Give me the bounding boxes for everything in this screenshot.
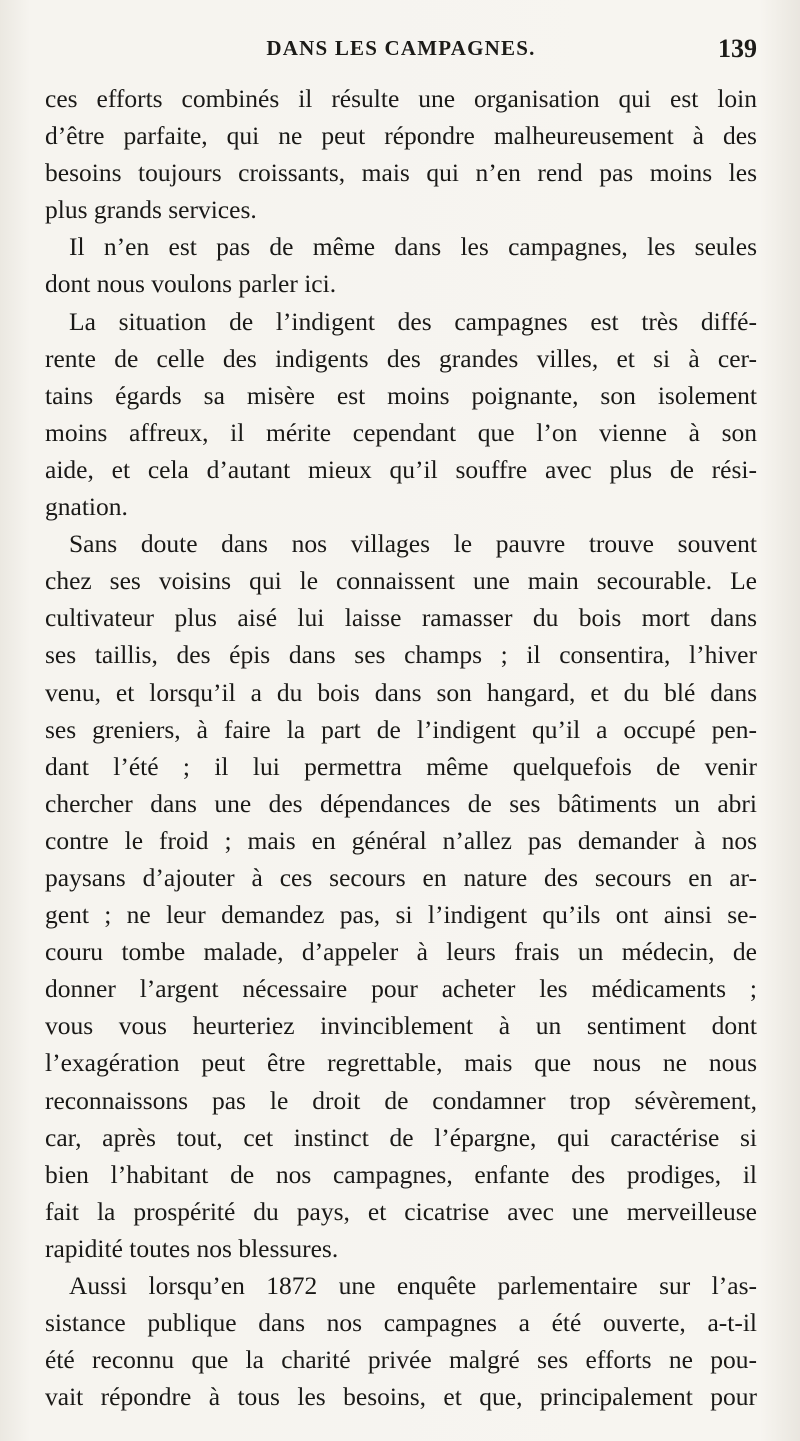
paragraph-3 xyxy=(45,303,757,526)
text-line: rente de celle des indigents des grandes villes, et si à cer- xyxy=(45,343,757,373)
text-line: aide, et cela d’autant mieux qu’il souffre avec plus de rési- xyxy=(45,454,757,484)
text-line: Il n’en est pas de même dans les campagnes, les seules xyxy=(69,232,757,262)
text-line: chez ses voisins qui le connaissent une main secourable. Le xyxy=(45,566,757,596)
text-line: Sans doute dans nos villages le pauvre trouve souvent xyxy=(69,529,757,559)
text-line: été reconnu que la charité privée malgré ses efforts ne pou- xyxy=(45,1345,757,1375)
text-line: sistance publique dans nos campagnes a été ouverte, a-t-il xyxy=(45,1308,757,1338)
text-line: donner l’argent nécessaire pour acheter les médicaments ; xyxy=(45,974,757,1004)
text-line: ses greniers, à faire la part de l’indigent qu’il a occupé pen- xyxy=(45,714,757,744)
paragraph-2 xyxy=(45,228,757,302)
text-line: gnation. xyxy=(45,492,128,522)
text-line: couru tombe malade, d’appeler à leurs frais un médecin, de xyxy=(45,937,757,967)
text-line: rapidité toutes nos blessures. xyxy=(45,1233,339,1263)
text-line: moins affreux, il mérite cependant que l’on vienne à son xyxy=(45,417,757,447)
text-line: car, après tout, cet instinct de l’épargne, qui caractérise si xyxy=(45,1122,757,1152)
text-line: cultivateur plus aisé lui laisse ramasser du bois mort dans xyxy=(45,603,757,633)
page-number: 139 xyxy=(718,34,757,63)
text-line: vait répondre à tous les besoins, et que, principalement pour xyxy=(45,1382,757,1412)
text-line: paysans d’ajouter à ces secours en nature des secours en ar- xyxy=(45,862,757,892)
text-line: besoins toujours croissants, mais qui n’en rend pas moins les xyxy=(45,158,757,188)
text-line: tains égards sa misère est moins poignante, son isolement xyxy=(45,380,757,410)
text-line: reconnaissons pas le droit de condamner trop sévèrement, xyxy=(45,1085,757,1115)
text-line: contre le froid ; mais en général n’allez pas demander à nos xyxy=(45,825,757,855)
text-line: ces efforts combinés il résulte une organisation qui est loin xyxy=(45,84,757,113)
text-line: Aussi lorsqu’en 1872 une enquête parlementaire sur l’as- xyxy=(69,1271,757,1300)
text-line: gent ; ne leur demandez pas, si l’indigent qu’ils ont ainsi se- xyxy=(45,900,757,930)
text-line: chercher dans une des dépendances de ses bâtiments un abri xyxy=(45,788,757,818)
text-line: bien l’habitant de nos campagnes, enfante des prodiges, il xyxy=(45,1159,757,1189)
paragraph-5 xyxy=(45,1267,757,1415)
text-line: fait la prospérité du pays, et cicatrise avec une merveilleuse xyxy=(45,1196,757,1226)
text-line: dant l’été ; il lui permettra même quelquefois de venir xyxy=(45,751,757,781)
text-line: vous vous heurteriez invinciblement à un sentiment dont xyxy=(45,1011,757,1041)
paragraph-1 xyxy=(45,80,757,228)
page-header xyxy=(45,34,757,74)
paragraph-4 xyxy=(45,525,757,1267)
text-line: ses taillis, des épis dans ses champs ; il consentira, l’hiver xyxy=(45,640,757,670)
text-line: dont nous voulons parler ici. xyxy=(45,269,337,299)
text-line: l’exagération peut être regrettable, mais que nous ne nous xyxy=(45,1048,757,1078)
text-line: d’être parfaite, qui ne peut répondre malheureusement à des xyxy=(45,121,757,151)
text-line: plus grands services. xyxy=(45,195,257,225)
body-text xyxy=(45,80,757,1415)
text-line: La situation de l’indigent des campagnes est très diffé- xyxy=(69,306,757,336)
running-head: DANS LES CAMPAGNES. xyxy=(266,36,536,60)
text-line: venu, et lorsqu’il a du bois dans son hangard, et du blé dans xyxy=(45,677,757,707)
